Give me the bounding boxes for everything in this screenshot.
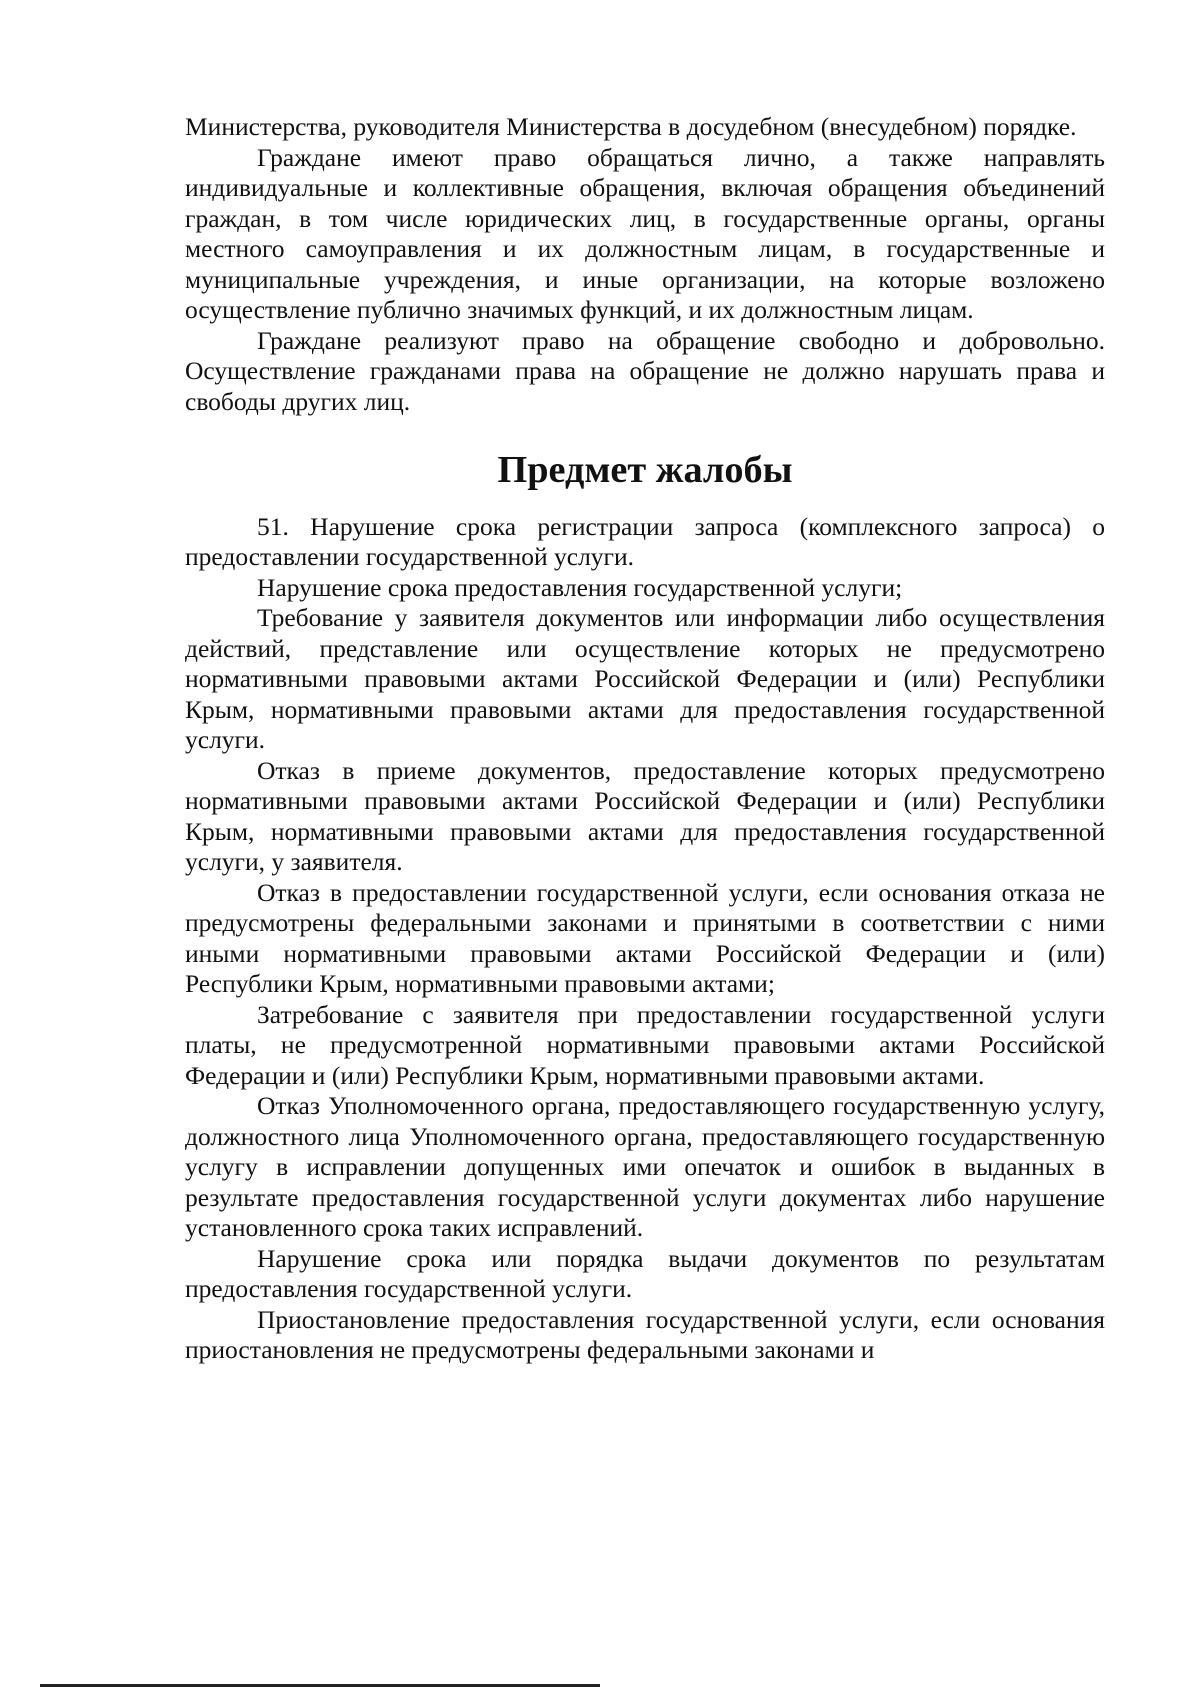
paragraph-intro-1: Министерства, руководителя Министерства в досудебном (внесудебном) порядке. (185, 112, 1077, 141)
document-page (185, 112, 1105, 1366)
paragraph-document-demand: Требование у заявителя документов или информации либо осуществления действий, представление или осуществление которых не предусмотрено нормативными правовыми актами Российской Федерации и (или) Республики Крым, нормативными правовыми актами для предоставления государственной услуги. (185, 603, 1105, 754)
paragraph-suspension: Приостановление предоставления государственной услуги, если основания приостановления не предусмотрены федеральными законами и (185, 1304, 1105, 1364)
section-title: Предмет жалобы (497, 449, 793, 491)
paragraph-acceptance-refusal: Отказ в приеме документов, предоставление которых предусмотрено нормативными правовыми актами Российской Федерации и (или) Республики Крым, нормативными правовыми актами для предоставления государственной услуги, у заявителя. (185, 755, 1105, 876)
paragraph-intro-2: Граждане имеют право обращаться лично, а также направлять индивидуальные и коллективные обращения, включая обращения объединений граждан, в том числе юридических лиц, в государственные органы, органы местного самоуправления и их должностным лицам, в государственные и муниципальные учреждения, и иные организации, на которые возложено осуществление публично значимых функций, и их должностным лицам. (185, 142, 1105, 324)
bottom-rule (40, 1684, 600, 1687)
paragraph-service-refusal: Отказ в предоставлении государственной услуги, если основания отказа не предусмотрены федеральными законами и принятыми в соответствии с ними иными нормативными правовыми актами Российской Федерации и (или) Республики Крым, нормативными правовыми актами; (185, 877, 1105, 998)
paragraph-issuance-violation: Нарушение срока или порядка выдачи документов по результатам предоставления государственной услуги. (185, 1243, 1105, 1303)
paragraph-item-51: 51. Нарушение срока регистрации запроса (комплексного запроса) о предоставлении государственной услуги. (185, 511, 1105, 571)
paragraph-intro-3: Граждане реализуют право на обращение свободно и добровольно. Осуществление гражданами права на обращение не должно нарушать права и свободы других лиц. (185, 325, 1105, 416)
paragraph-fee-demand: Затребование с заявителя при предоставлении государственной услуги платы, не предусмотренной нормативными правовыми актами Российской Федерации и (или) Республики Крым, нормативными правовыми актами. (185, 999, 1105, 1090)
paragraph-correction-refusal: Отказ Уполномоченного органа, предоставляющего государственную услугу, должностного лица Уполномоченного органа, предоставляющего государственную услугу в исправлении допущенных ими опечаток и ошибок в выданных в результате предоставления государственной услуги документах либо нарушение установленного срока таких исправлений. (185, 1091, 1105, 1242)
paragraph-term-violation: Нарушение срока предоставления государственной услуги; (257, 572, 903, 602)
